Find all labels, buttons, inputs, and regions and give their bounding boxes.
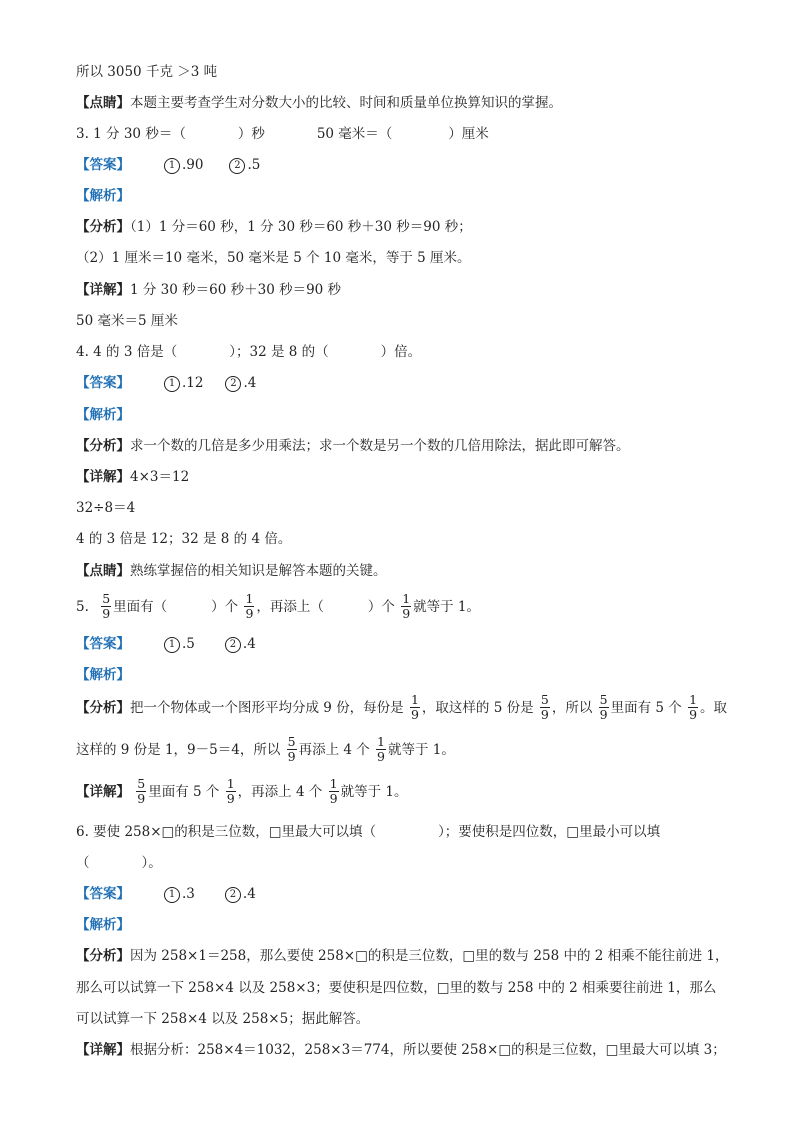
fraction-one-ninth: $\frac{1}{9}$ (329, 776, 338, 806)
fraction-five-ninths: $\frac{5}{9}$ (599, 692, 608, 722)
circled-2-icon: 2 (225, 887, 241, 903)
fraction-five-ninths: $\frac{5}{9}$ (540, 692, 549, 722)
question-5: 5. $\frac{5}{9}$ 里面有（ ）个 $\frac{1}{9}$ ，再添上（ ）个 $\frac{1}{9}$ 就等于 1。 (76, 591, 481, 621)
fraction-five-ninths: $\frac{5}{9}$ (102, 591, 111, 621)
q3-detail: 【详解】1 分 30 秒＝60 秒＋30 秒＝90 秒 (76, 282, 342, 298)
q6-analysis-tag: 【解析】 (76, 917, 130, 933)
q4-analysis-tag: 【解析】 (76, 407, 130, 423)
q4-detail-3: 4 的 3 倍是 12；32 是 8 的 4 倍。 (76, 531, 292, 547)
q4-detail-2: 32÷8＝4 (76, 500, 136, 516)
fraction-one-ninth: $\frac{1}{9}$ (377, 734, 385, 764)
q5-detail: 【详解】 $\frac{5}{9}$ 里面有 5 个 $\frac{1}{9}$ ，再添上 4 个 $\frac{1}{9}$ 就等于 1。 (76, 776, 408, 806)
q3-answer: 【答案】 1 .90 2 .5 (76, 157, 261, 173)
circled-1-icon: 1 (164, 376, 180, 392)
circled-2-icon: 2 (225, 637, 241, 653)
circled-2-icon: 2 (229, 158, 245, 174)
fraction-one-ninth: $\frac{1}{9}$ (410, 692, 419, 722)
q5-analysis-tag: 【解析】 (76, 667, 130, 683)
circled-2-icon: 2 (225, 376, 241, 392)
q6-detail: 【详解】根据分析：258×4＝1032，258×3＝774，所以要使 258×□的积是三位数，□里最大可以填 3； (76, 1042, 726, 1058)
q3-analysis-2: （2）1 厘米＝10 毫米，50 毫米是 5 个 10 毫米，等于 5 厘米。 (76, 250, 471, 266)
q4-comment: 【点睛】熟练掌握倍的相关知识是解答本题的关键。 (76, 563, 387, 579)
q4-analysis: 【分析】求一个数的几倍是多少用乘法；求一个数是另一个数的几倍用除法，据此即可解答。 (76, 438, 630, 454)
circled-1-icon: 1 (164, 158, 180, 174)
fraction-five-ninths: $\frac{5}{9}$ (287, 734, 296, 764)
question-4: 4. 4 的 3 倍是（ ）；32 是 8 的（ ）倍。 (76, 344, 422, 360)
q6-analysis-3: 可以试算一下 258×4 以及 258×5；据此解答。 (76, 1011, 370, 1027)
question-3: 3. 1 分 30 秒＝（ ）秒 50 毫米＝（ ）厘米 (76, 126, 489, 142)
fraction-one-ninth: $\frac{1}{9}$ (402, 591, 411, 621)
question-6: 6. 要使 258×□的积是三位数，□里最大可以填（ ）；要使积是四位数，□里最小可以填 (76, 824, 661, 840)
q6-analysis-2: 那么可以试算一下 258×4 以及 258×3；要使积是四位数，□里的数与 258 中的 2 相乘要往前进 1，那么 (76, 980, 717, 996)
circled-1-icon: 1 (164, 887, 180, 903)
line-conclusion: 所以 3050 千克 ＞3 吨 (76, 64, 218, 80)
q3-detail-2: 50 毫米＝5 厘米 (76, 313, 178, 329)
fraction-five-ninths: $\frac{5}{9}$ (137, 776, 146, 806)
q5-analysis-2: 这样的 9 份是 1，9－5＝4，所以 $\frac{5}{9}$ 再添上 4 个 $\frac{1}{9}$ 就等于 1。 (76, 734, 455, 764)
question-6-cont: （ ）。 (76, 855, 162, 871)
q5-answer: 【答案】 1 .5 2 .4 (76, 636, 256, 652)
fraction-one-ninth: $\frac{1}{9}$ (226, 776, 235, 806)
line-comment: 【点睛】本题主要考查学生对分数大小的比较、时间和质量单位换算知识的掌握。 (76, 95, 562, 111)
q5-analysis: 【分析】把一个物体或一个图形平均分成 9 份，每份是 $\frac{1}{9}$ ，取这样的 5 份是 $\frac{5}{9}$ ，所以 $\frac{5}{9}$ 里面有 5 个 $\frac{1}{9}$ 。取 (76, 692, 728, 722)
q6-answer: 【答案】 1 .3 2 .4 (76, 886, 256, 902)
q4-detail: 【详解】4×3＝12 (76, 469, 190, 485)
fraction-one-ninth: $\frac{1}{9}$ (245, 591, 254, 621)
q3-analysis: 【分析】（1）1 分＝60 秒，1 分 30 秒＝60 秒＋30 秒＝90 秒； (76, 219, 472, 235)
q3-analysis-tag: 【解析】 (76, 188, 130, 204)
circled-1-icon: 1 (164, 637, 180, 653)
q6-analysis: 【分析】因为 258×1＝258，那么要使 258×□的积是三位数，□里的数与 258 中的 2 相乘不能往前进 1， (76, 948, 729, 964)
fraction-one-ninth: $\frac{1}{9}$ (689, 692, 698, 722)
q4-answer: 【答案】 1 .12 2 .4 (76, 375, 257, 391)
